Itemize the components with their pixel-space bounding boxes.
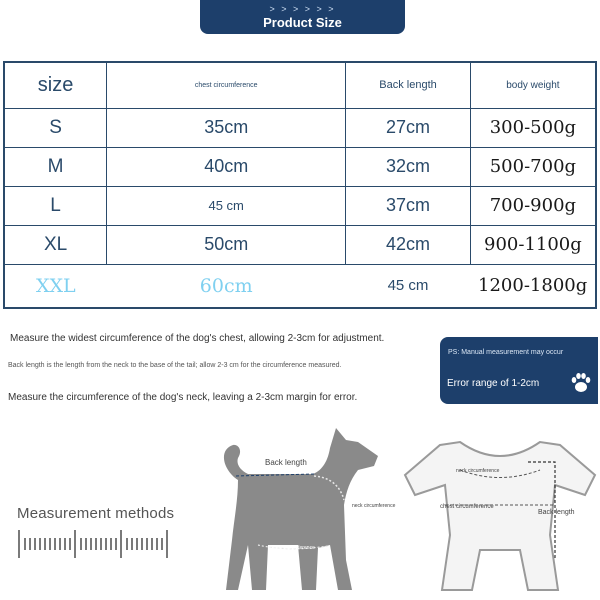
dog-silhouette-icon [218,420,396,600]
weight-cell: 700-900g [470,186,596,225]
table-row [4,147,596,186]
chevrons-decoration: > > > > > > [269,4,336,14]
back-cell: 42cm [346,225,471,264]
chest-note: Measure the widest circumference of the dog's chest, allowing 2-3cm for adjustment. [10,333,385,344]
table-row [4,225,596,264]
header-banner [200,0,405,34]
back-note: Back length is the length from the neck to the base of the tail; allow 2-3 cm for the circumference measured. [8,362,342,369]
back-cell: 27cm [346,108,471,147]
table-header-row [4,62,596,108]
header-back: Back length [346,62,471,108]
weight-cell: 300-500g [470,108,596,147]
size-cell: L [4,186,107,225]
chest-cell: 35cm [107,108,346,147]
dog-back-length-label: Back length [265,458,307,467]
page-title: Product Size [263,15,342,30]
size-cell: S [4,108,107,147]
table-row [4,264,596,308]
paw-icon [568,370,594,396]
ps-notice [440,337,598,404]
back-cell: 32cm [346,147,471,186]
table-row [4,108,596,147]
measurement-methods-title: Measurement methods [17,505,175,522]
weight-cell: 500-700g [470,147,596,186]
garment-outline-icon [400,440,600,600]
neck-note: Measure the circumference of the dog's neck, leaving a 2-3cm margin for error. [8,392,358,403]
ruler-icon [17,528,169,560]
header-weight: body weight [470,62,596,108]
header-size: size [4,62,107,108]
chest-cell: 50cm [107,225,346,264]
chest-cell: 60cm [199,274,253,297]
dog-neck-label: neck circumference [352,503,396,509]
garment-back-length-label: Back length [538,509,575,516]
size-chart-table [3,61,597,309]
weight-cell: 900-1100g [470,225,596,264]
back-cell: 45 cm [387,277,429,295]
size-cell: M [4,147,107,186]
header-chest: chest circumference [107,62,346,108]
size-cell: XXL [36,274,76,297]
size-cell: XL [4,225,107,264]
ps-line-2: Error range of 1-2cm [447,378,540,389]
table-row [4,186,596,225]
ps-line-1: PS: Manual measurement may occur [448,349,564,356]
garment-neck-label: neck circumference [456,468,500,474]
chest-cell: 45 cm [107,186,346,225]
back-cell: 37cm [346,186,471,225]
chest-cell: 40cm [107,147,346,186]
garment-chest-label: chest circumference [440,504,494,510]
dog-chest-label: chest circumference [270,545,315,551]
weight-cell: 1200-1800g [478,275,588,297]
